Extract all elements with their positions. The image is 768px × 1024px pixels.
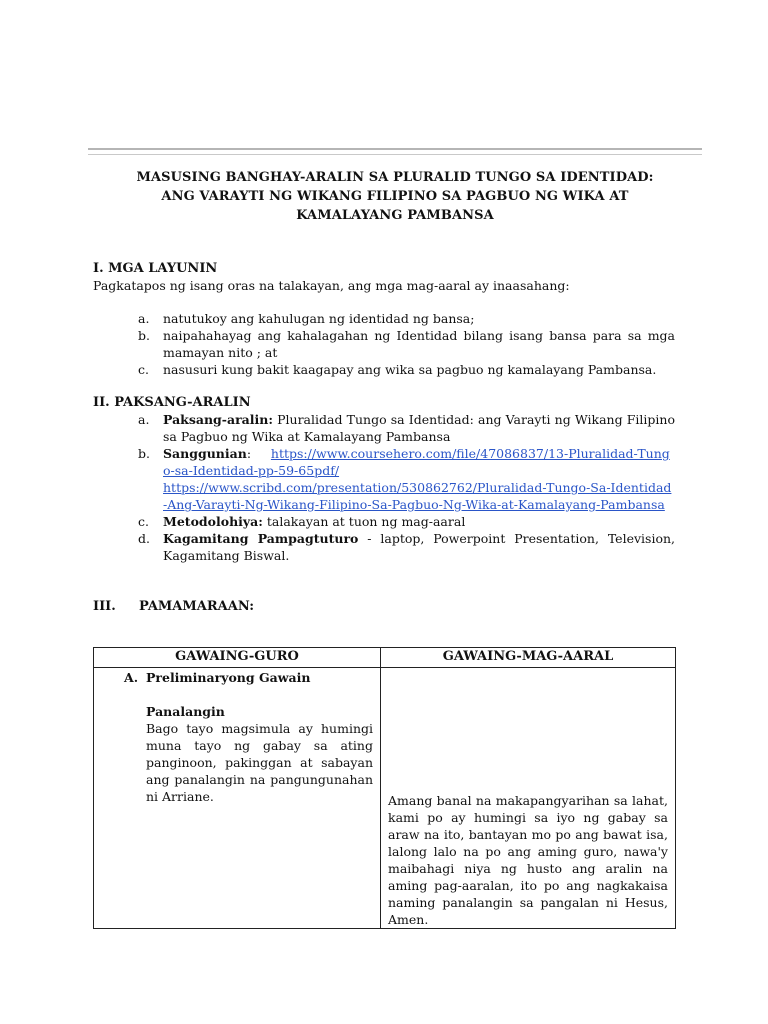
title-line-1: MASUSING BANGHAY-ARALIN SA PLURALID TUNGO SA IDENTIDAD: xyxy=(136,170,654,185)
method-item xyxy=(138,513,675,530)
materials-label: Kagamitang Pampagtuturo xyxy=(163,531,359,546)
title-line-2: ANG VARAYTI NG WIKANG FILIPINO SA PAGBUO NG WIKA AT xyxy=(161,189,629,204)
header-teacher: GAWAING-GURO xyxy=(94,648,381,668)
topic-list xyxy=(138,411,675,564)
list-marker: a. xyxy=(138,311,150,326)
section-3-number: III. xyxy=(93,599,116,614)
topic-item xyxy=(138,411,675,445)
preliminary-heading xyxy=(124,669,373,686)
reference-item xyxy=(138,445,675,513)
list-marker: A. xyxy=(124,670,139,685)
list-marker: b. xyxy=(138,446,150,461)
list-marker: d. xyxy=(138,531,150,546)
objective-text: naipahahayag ang kahalagahan ng Identidad bilang isang bansa para sa mga mamayan nito ; at xyxy=(163,328,675,360)
reference-link-scribd[interactable]: https://www.scribd.com/presentation/530862762/Pluralidad-Tungo-Sa-Identidad-Ang-Varayti-Ng-Wikang-Filipino-Sa-Pagbuo-Ng-Wika-at-Kamalayang-Pambansa xyxy=(163,480,672,512)
reference-link-coursehero[interactable]: https://www.coursehero.com/file/47086837/13-Pluralidad-Tungo-sa-Identidad-pp-59-65pdf/ xyxy=(163,446,670,478)
reference-label: Sanggunian xyxy=(163,446,247,461)
table-header-row xyxy=(94,648,676,668)
objective-item xyxy=(138,361,675,378)
topic-text xyxy=(163,411,675,445)
table-row xyxy=(94,668,676,929)
list-marker: c. xyxy=(138,514,149,529)
header-student: GAWAING-MAG-AARAL xyxy=(381,648,676,668)
reference-text xyxy=(163,445,675,513)
method-text xyxy=(163,513,675,530)
list-marker: a. xyxy=(138,412,150,427)
topic-value: Pluralidad Tungo sa Identidad: ang Varayti ng Wikang Filipino sa Pagbuo ng Wika at Kamalayang Pambansa xyxy=(163,412,675,444)
method-value: talakayan at tuon ng mag-aaral xyxy=(262,514,466,529)
teacher-cell xyxy=(94,668,381,929)
materials-value: - laptop, Powerpoint Presentation, Television, Kagamitang Biswal. xyxy=(163,531,675,563)
prayer-heading: Panalangin xyxy=(146,704,225,719)
student-prayer: Amang banal na makapangyarihan sa lahat, kami po ay humingi sa iyo ng gabay sa araw na ito, bantayan mo po ang bawat isa, lalong lalo na po ang aming guro, nawa'y maibahagi niya ng husto ang aralin na aming pag-aaralan, ito po ang nagkakaisa naming panalangin sa pangalan ni Hesus, Amen. xyxy=(388,793,668,927)
list-marker: b. xyxy=(138,328,150,343)
section-3-heading xyxy=(93,598,254,615)
student-cell xyxy=(381,668,676,929)
method-label: Metodolohiya: xyxy=(163,514,263,529)
prayer-instruction: Bago tayo magsimula ay humingi muna tayo ng gabay sa ating panginoon, pakinggan at sabayan ang panalangin na pangungunahan ni Arriane. xyxy=(146,721,373,804)
objective-item xyxy=(138,327,675,361)
section-1-heading: I. MGA LAYUNIN xyxy=(93,261,218,276)
objective-text: natutukoy ang kahulugan ng identidad ng bansa; xyxy=(163,311,475,326)
objective-text: nasusuri kung bakit kaagapay ang wika sa pagbuo ng kamalayang Pambansa. xyxy=(163,362,657,377)
topic-label: Paksang-aralin: xyxy=(163,412,273,427)
header-rule-bottom xyxy=(88,154,702,155)
document-title xyxy=(88,168,702,225)
reference-sep: : xyxy=(246,446,252,461)
objectives-list xyxy=(138,310,675,378)
title-line-3: KAMALAYANG PAMBANSA xyxy=(296,208,494,223)
section-2-heading: II. PAKSANG-ARALIN xyxy=(93,395,251,410)
section-3-title: PAMAMARAAN: xyxy=(139,599,255,614)
header-rule-top xyxy=(88,148,702,150)
objective-item xyxy=(138,310,675,327)
list-marker: c. xyxy=(138,362,149,377)
procedure-table xyxy=(93,647,676,929)
section-1-intro: Pagkatapos ng isang oras na talakayan, ang mga mag-aaral ay inaasahang: xyxy=(93,278,570,293)
materials-text xyxy=(163,530,675,564)
preliminary-title: Preliminaryong Gawain xyxy=(146,670,311,685)
materials-item xyxy=(138,530,675,564)
